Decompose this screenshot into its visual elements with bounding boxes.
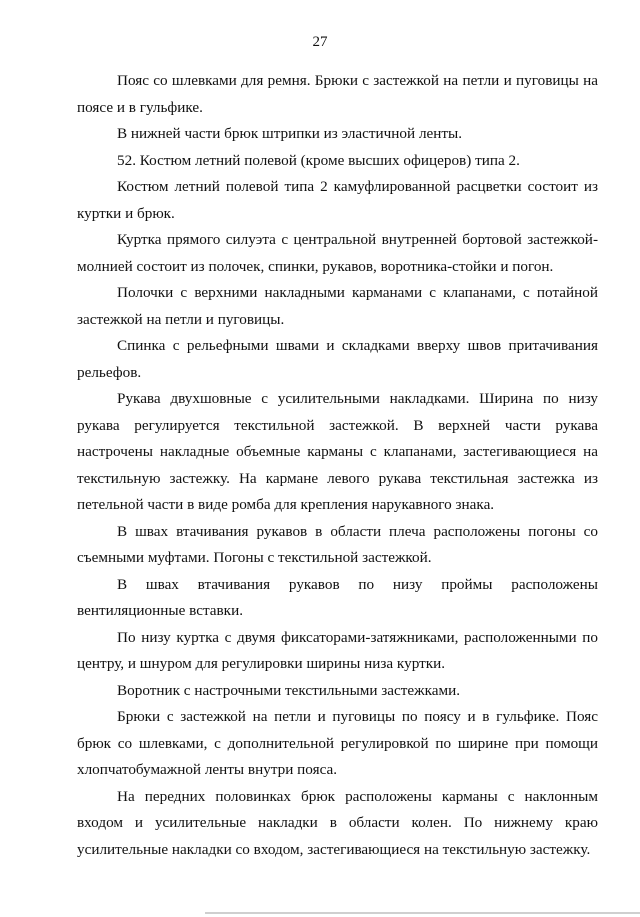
section-heading: 52. Костюм летний полевой (кроме высших офицеров) типа 2. bbox=[117, 151, 520, 169]
paragraph: Пояс со шлевками для ремня. Брюки с застежкой на петли и пуговицы на поясе и в гульфике. bbox=[77, 72, 598, 116]
paragraph: Куртка прямого силуэта с центральной внутренней бортовой застежкой-молнией состоит из полочек, спинки, рукавов, воротника-стойки и погон. bbox=[77, 231, 598, 275]
paragraph: Спинка с рельефными швами и складками вверху швов притачивания рельефов. bbox=[77, 337, 598, 381]
paragraph: В швах втачивания рукавов в области плеча расположены погоны со съемными муфтами. Погоны с текстильной застежкой. bbox=[77, 522, 598, 566]
paragraph: Рукава двухшовные с усилительными накладками. Ширина по низу рукава регулируется текстильной застежкой. В верхней части рукава настрочены накладные объемные карманы с клапанами, застегивающиеся на текстильную застежку. На кармане левого рукава текстильная застежка из петельной части в виде ромба для крепления нарукавного знака. bbox=[77, 390, 598, 513]
paragraph: Брюки с застежкой на петли и пуговицы по поясу и в гульфике. Пояс брюк со шлевками, с дополнительной регулировкой по ширине при помощи хлопчатобумажной ленты внутри пояса. bbox=[77, 708, 598, 778]
paragraph: Полочки с верхними накладными карманами с клапанами, с потайной застежкой на петли и пуговицы. bbox=[77, 284, 598, 328]
paragraph: По низу куртка с двумя фиксаторами-затяжниками, расположенными по центру, и шнуром для регулировки ширины низа куртки. bbox=[77, 628, 598, 672]
paragraph: На передних половинках брюк расположены карманы с наклонным входом и усилительные накладки в области колен. По нижнему краю усилительные накладки со входом, застегивающиеся на текстильную застежку. bbox=[77, 787, 598, 858]
page-number: 27 bbox=[312, 34, 328, 50]
paragraph: В нижней части брюк штрипки из эластичной ленты. bbox=[117, 125, 463, 142]
paragraph: Костюм летний полевой типа 2 камуфлированной расцветки состоит из куртки и брюк. bbox=[77, 178, 598, 222]
document-body bbox=[77, 68, 598, 863]
paragraph: Воротник с настрочными текстильными застежками. bbox=[117, 681, 461, 699]
paragraph: В швах втачивания рукавов по низу проймы расположены вентиляционные вставки. bbox=[77, 575, 598, 619]
bottom-edge-line bbox=[205, 912, 640, 914]
